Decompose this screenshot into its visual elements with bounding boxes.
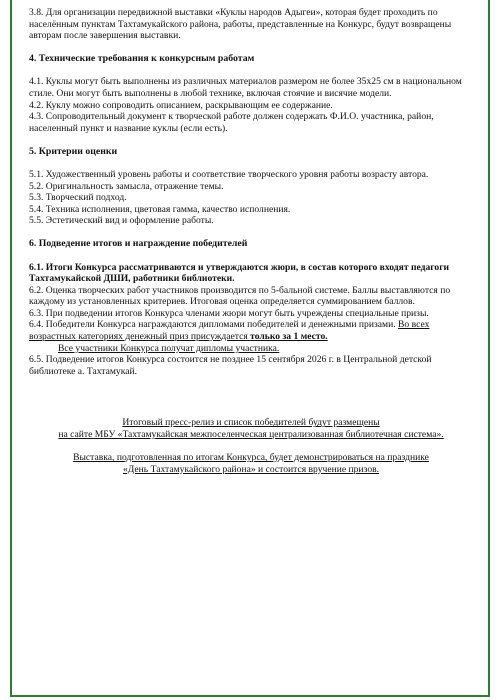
press-release-text-1: Итоговый пресс-релиз и список победителей будут размещены [122, 417, 380, 429]
green-frame-right [488, 0, 490, 697]
section-5-heading: 5. Критерии оценки [29, 145, 118, 157]
press-release-line-2 [29, 429, 473, 441]
exhibition-text-2: «День Тахтамукайского района» и состоится вручение призов. [122, 463, 380, 475]
section-6-heading: 6. Подведение итогов и награждение победителей [29, 238, 248, 250]
clause-4-3: 4.3. Сопроводительный документ к творческой работе должен содержать Ф.И.О. участника, район, населенный пункт и название куклы (если есть). [29, 111, 434, 134]
clause-3-8: 3.8. Для организации передвижной выставки «Куклы народов Адыгеи», которая будет проходить по населённым пунктам Тахтамукайского района, работы, представленные на Конкурс, будут возвращены авторам после завершения выставки. [29, 7, 452, 42]
clause-6-4-participants [29, 343, 473, 355]
press-release-line-1 [29, 417, 473, 429]
clause-6-4-prize-note: Во всех возрастных категориях денежный приз присуждается [29, 319, 430, 343]
clause-5-1: 5.1. Художественный уровень работы и соответствие творческого уровня работы возрасту автора. [29, 168, 429, 180]
clause-6-4 [29, 319, 473, 342]
exhibition-line-2 [29, 464, 473, 476]
clause-5-4: 5.4. Техника исполнения, цветовая гамма, качество исполнения. [29, 203, 291, 215]
clause-5-5: 5.5. Эстетический вид и оформление работы. [29, 215, 214, 227]
section-4-heading: 4. Технические требования к конкурсным работам [29, 53, 255, 65]
clause-6-1-text: 6.1. Итоги Конкурса рассматриваются и утверждаются жюри, в состав которого входят педагоги Тахтамукайской ДШИ, работники библиотеки. [29, 261, 450, 285]
clause-6-4-first-place: только за 1 место. [250, 331, 328, 343]
clause-6-4-text: 6.4. Победители Конкурса награждаются дипломами победителей и денежными призами. [29, 319, 399, 331]
clause-4-1: 4.1. Куклы могут быть выполнены из различных материалов размером не более 35х25 см в национальном стиле. Они могут быть выполнены в любой технике, включая стоячие и висячие модели. [29, 76, 462, 99]
clause-4-2: 4.2. Куклу можно сопроводить описанием, раскрывающим ее содержание. [29, 99, 333, 111]
press-release-text-2: на сайте МБУ «Тахтамукайская межпоселенческая централизованная библиотечная система». [58, 429, 444, 441]
clause-6-1 [29, 262, 473, 285]
participants-diploma-note: Все участники Конкурса получат дипломы участника. [58, 342, 280, 354]
green-frame-left [10, 0, 12, 697]
clause-6-3: 6.3. При подведении итогов Конкурса членами жюри могут быть учреждены специальные призы. [29, 307, 429, 319]
clause-5-2: 5.2. Оригинальность замысла, отражение темы. [29, 180, 224, 192]
green-frame-bottom [10, 695, 490, 697]
exhibition-line-1 [29, 452, 473, 464]
clause-5-3: 5.3. Творческий подход. [29, 192, 127, 204]
clause-6-5: 6.5. Подведение итогов Конкурса состоится не позднее 15 сентября 2026 г. в Центральной детской библиотеке а. Тахтамукай. [29, 354, 432, 377]
clause-6-2: 6.2. Оценка творческих работ участников производится по 5-бальной системе. Баллы выставляются по каждому из установленных критериев. Итоговая оценка определяется суммированием баллов. [29, 284, 451, 308]
exhibition-text-1: Выставка, подготовленная по итогам Конкурса, будет демонстрироваться на празднике [73, 452, 429, 464]
